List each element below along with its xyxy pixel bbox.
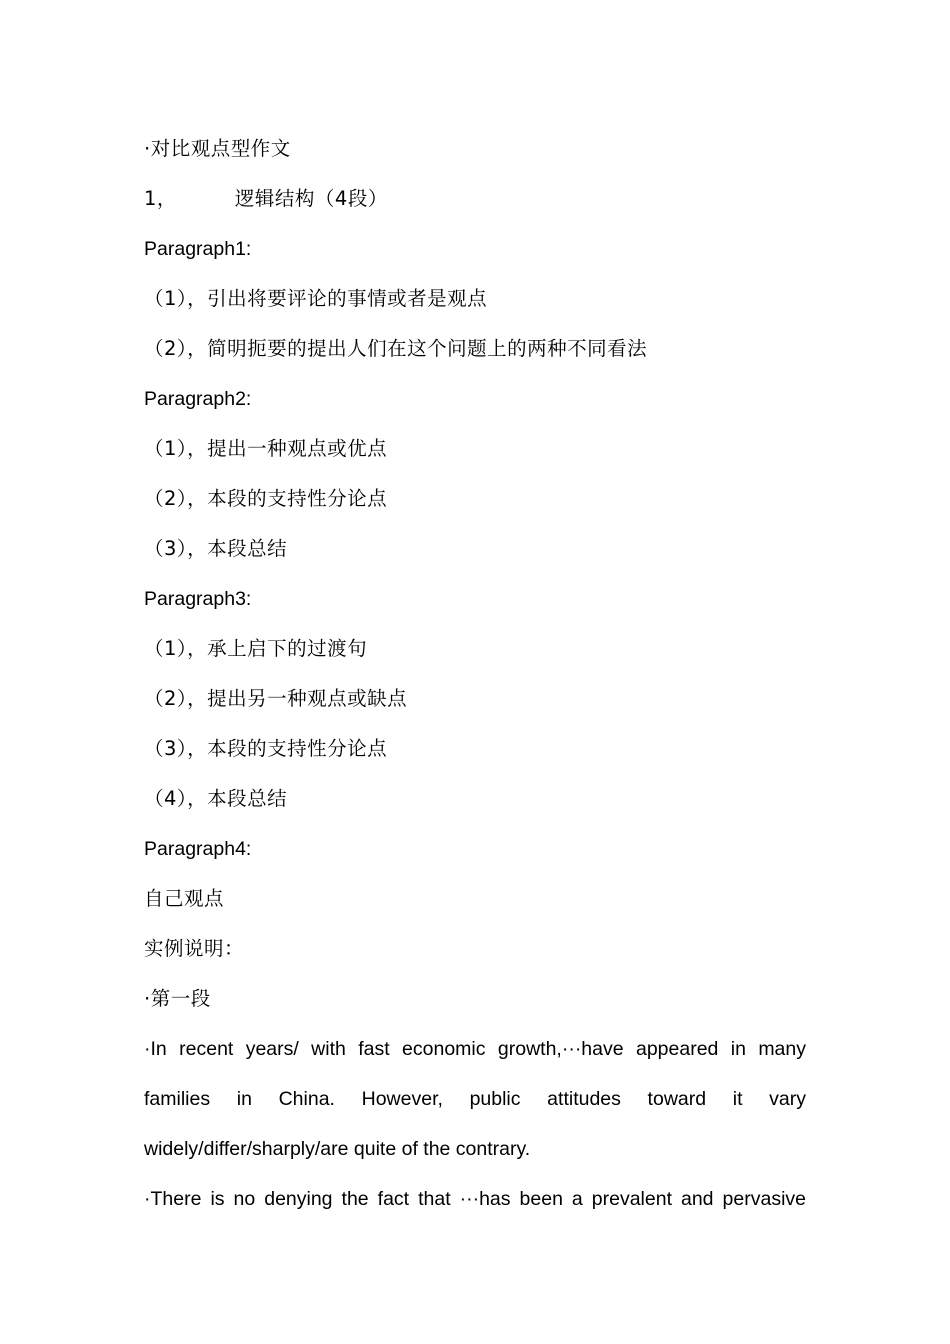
paragraph-1-heading: Paragraph1: <box>144 238 252 260</box>
paragraph-1-point-2: （2），简明扼要的提出人们在这个问题上的两种不同看法 <box>144 337 648 360</box>
section-title: 逻辑结构（4段） <box>234 187 388 210</box>
paragraph-1-point-1: （1），引出将要评论的事情或者是观点 <box>144 287 488 310</box>
paragraph-4-heading: Paragraph4: <box>144 838 252 860</box>
section-heading <box>144 174 806 224</box>
section-number: 1， <box>144 187 177 210</box>
example-label: 实例说明： <box>144 937 245 960</box>
paragraph-4-point-1: 自己观点 <box>144 887 225 910</box>
paragraph-2-heading: Paragraph2: <box>144 388 252 410</box>
document-page <box>144 124 806 1224</box>
paragraph-3-point-1: （1），承上启下的过渡句 <box>144 637 368 660</box>
paragraph-3-point-4: （4），本段总结 <box>144 787 288 810</box>
paragraph-2-point-1: （1），提出一种观点或优点 <box>144 437 388 460</box>
paragraph-3-heading: Paragraph3: <box>144 588 252 610</box>
example-sentence-1: ·In recent years/ with fast economic growth,···have appeared in many families in China. However, public attitudes toward it vary widely/differ/sharply/are quite of the contrary. <box>144 1038 806 1160</box>
paragraph-2-point-2: （2），本段的支持性分论点 <box>144 487 388 510</box>
first-paragraph-label: ·第一段 <box>144 987 211 1010</box>
paragraph-3-point-3: （3），本段的支持性分论点 <box>144 737 388 760</box>
paragraph-3-point-2: （2），提出另一种观点或缺点 <box>144 687 408 710</box>
example-sentence-2: ·There is no denying the fact that ···has been a prevalent and pervasive <box>144 1188 806 1210</box>
document-title: ·对比观点型作文 <box>144 137 291 160</box>
paragraph-2-point-3: （3），本段总结 <box>144 537 288 560</box>
